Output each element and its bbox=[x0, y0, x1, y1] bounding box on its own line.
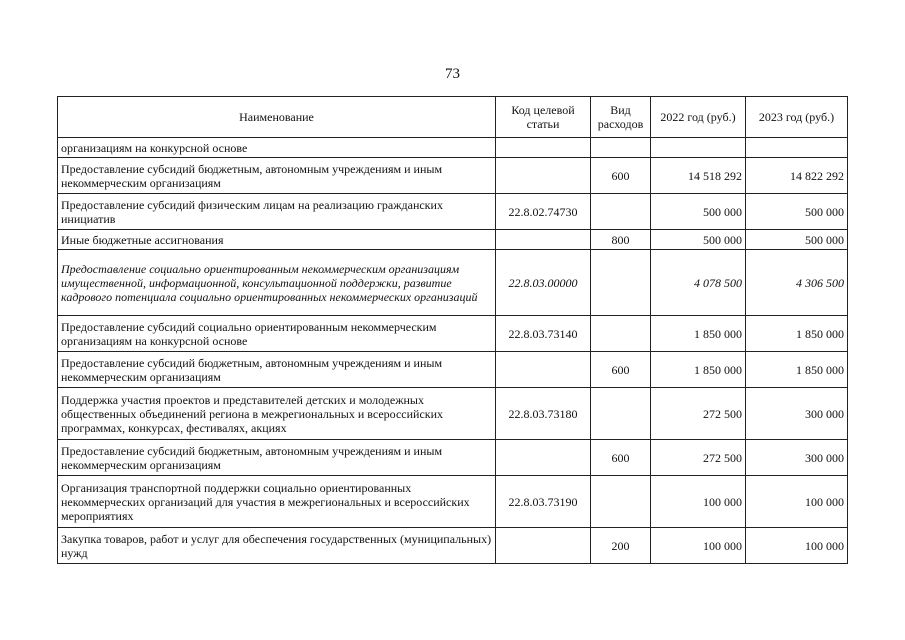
row-2023-cell: 500 000 bbox=[746, 194, 848, 230]
row-2022-cell: 14 518 292 bbox=[651, 158, 746, 194]
row-2022-cell: 100 000 bbox=[651, 476, 746, 528]
row-2023-cell: 1 850 000 bbox=[746, 352, 848, 388]
row-2023-cell: 500 000 bbox=[746, 230, 848, 250]
row-code-cell bbox=[496, 138, 591, 158]
header-2022: 2022 год (руб.) bbox=[651, 97, 746, 138]
row-name-cell: Предоставление субсидий физическим лицам на реализацию гражданских инициатив bbox=[58, 194, 496, 230]
row-name-cell: Предоставление субсидий бюджетным, автономным учреждениям и иным некоммерческим организациям bbox=[58, 440, 496, 476]
page-number: 73 bbox=[445, 66, 460, 82]
table-row bbox=[58, 158, 848, 194]
table-row bbox=[58, 316, 848, 352]
row-2022-cell: 4 078 500 bbox=[651, 250, 746, 316]
row-expense-type-cell bbox=[591, 138, 651, 158]
row-2023-cell: 4 306 500 bbox=[746, 250, 848, 316]
row-code-cell bbox=[496, 158, 591, 194]
row-name-cell: Предоставление субсидий социально ориентированным некоммерческим организациям на конкурсной основе bbox=[58, 316, 496, 352]
row-2023-cell: 100 000 bbox=[746, 528, 848, 564]
row-expense-type-cell bbox=[591, 250, 651, 316]
row-2022-cell: 500 000 bbox=[651, 230, 746, 250]
row-name-cell: Организация транспортной поддержки социально ориентированных некоммерческих организаций для участия в межрегиональных и всероссийских мероприятиях bbox=[58, 476, 496, 528]
row-code-cell: 22.8.03.00000 bbox=[496, 250, 591, 316]
row-2022-cell: 500 000 bbox=[651, 194, 746, 230]
row-2023-cell: 1 850 000 bbox=[746, 316, 848, 352]
row-expense-type-cell: 200 bbox=[591, 528, 651, 564]
row-name-cell: Поддержка участия проектов и представителей детских и молодежных общественных объединений региона в межрегиональных и всероссийских программах, конкурсах, фестивалях, акциях bbox=[58, 388, 496, 440]
header-name: Наименование bbox=[58, 97, 496, 138]
row-2022-cell: 272 500 bbox=[651, 440, 746, 476]
table-row bbox=[58, 388, 848, 440]
row-2022-cell: 100 000 bbox=[651, 528, 746, 564]
table-row bbox=[58, 352, 848, 388]
table-row bbox=[58, 528, 848, 564]
budget-table bbox=[57, 96, 848, 564]
row-expense-type-cell: 600 bbox=[591, 352, 651, 388]
row-code-cell: 22.8.03.73190 bbox=[496, 476, 591, 528]
row-expense-type-cell bbox=[591, 316, 651, 352]
header-expense-type: Вид расходов bbox=[591, 97, 651, 138]
row-expense-type-cell: 600 bbox=[591, 440, 651, 476]
row-expense-type-cell bbox=[591, 194, 651, 230]
row-2023-cell: 300 000 bbox=[746, 440, 848, 476]
row-2023-cell: 300 000 bbox=[746, 388, 848, 440]
row-2022-cell bbox=[651, 138, 746, 158]
row-code-cell bbox=[496, 440, 591, 476]
table-row bbox=[58, 194, 848, 230]
table-row bbox=[58, 476, 848, 528]
row-2022-cell: 1 850 000 bbox=[651, 316, 746, 352]
row-2023-cell: 14 822 292 bbox=[746, 158, 848, 194]
header-2023: 2023 год (руб.) bbox=[746, 97, 848, 138]
table-row bbox=[58, 250, 848, 316]
row-name-cell: организациям на конкурсной основе bbox=[58, 138, 496, 158]
table-row bbox=[58, 440, 848, 476]
row-expense-type-cell: 800 bbox=[591, 230, 651, 250]
table-header-row bbox=[58, 97, 848, 138]
row-code-cell: 22.8.02.74730 bbox=[496, 194, 591, 230]
table-row bbox=[58, 138, 848, 158]
row-code-cell bbox=[496, 528, 591, 564]
row-name-cell: Предоставление социально ориентированным некоммерческим организациям имущественной, информационной, консультационной поддержки, развитие кадрового потенциала социально ориентированных некоммерческих организаций bbox=[58, 250, 496, 316]
table-body bbox=[58, 138, 848, 564]
row-name-cell: Иные бюджетные ассигнования bbox=[58, 230, 496, 250]
table-row bbox=[58, 230, 848, 250]
row-code-cell: 22.8.03.73140 bbox=[496, 316, 591, 352]
header-code: Код целевой статьи bbox=[496, 97, 591, 138]
row-expense-type-cell bbox=[591, 476, 651, 528]
row-code-cell bbox=[496, 352, 591, 388]
row-code-cell bbox=[496, 230, 591, 250]
row-2022-cell: 272 500 bbox=[651, 388, 746, 440]
row-2023-cell bbox=[746, 138, 848, 158]
row-name-cell: Предоставление субсидий бюджетным, автономным учреждениям и иным некоммерческим организациям bbox=[58, 158, 496, 194]
row-2022-cell: 1 850 000 bbox=[651, 352, 746, 388]
row-expense-type-cell bbox=[591, 388, 651, 440]
row-expense-type-cell: 600 bbox=[591, 158, 651, 194]
row-name-cell: Закупка товаров, работ и услуг для обеспечения государственных (муниципальных) нужд bbox=[58, 528, 496, 564]
row-name-cell: Предоставление субсидий бюджетным, автономным учреждениям и иным некоммерческим организациям bbox=[58, 352, 496, 388]
row-2023-cell: 100 000 bbox=[746, 476, 848, 528]
row-code-cell: 22.8.03.73180 bbox=[496, 388, 591, 440]
